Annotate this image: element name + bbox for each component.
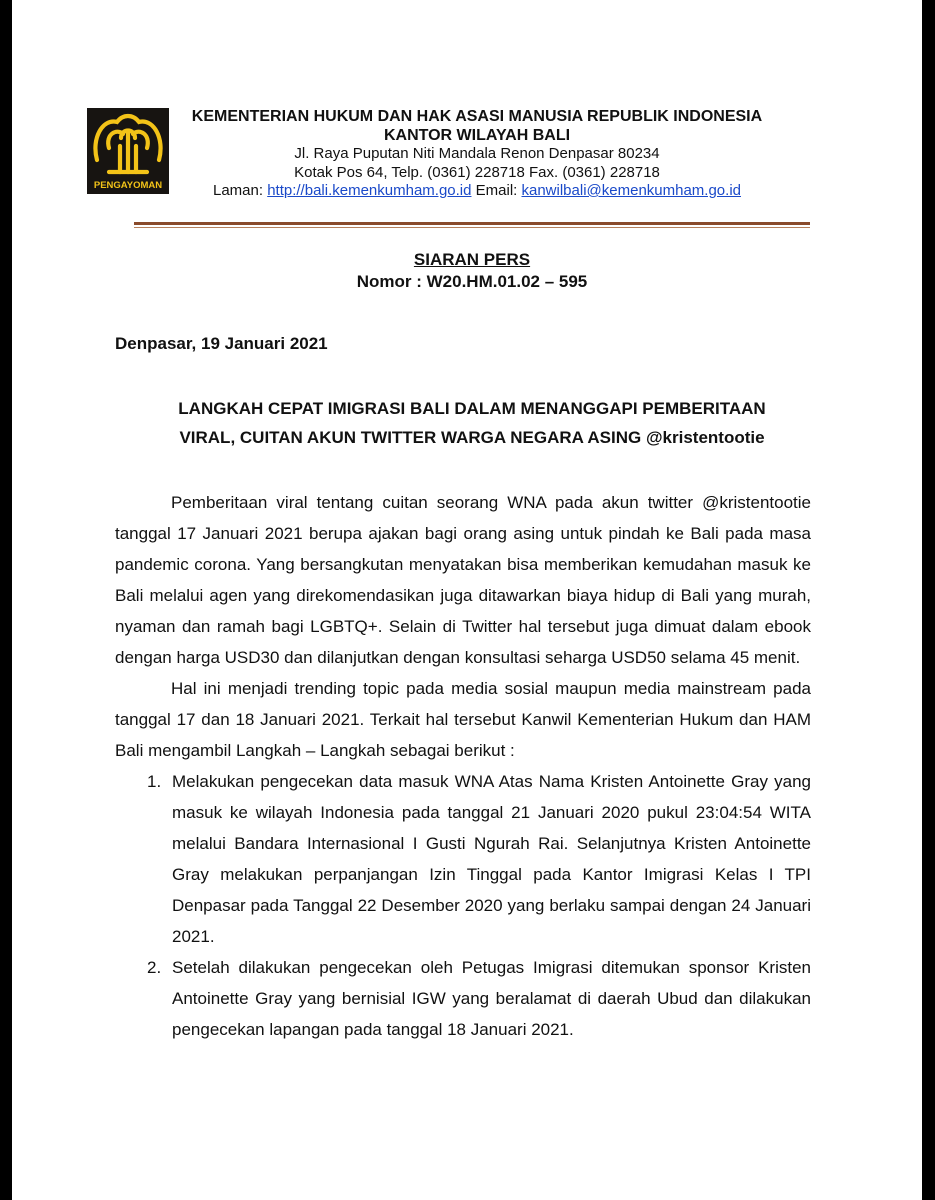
steps-list	[115, 766, 811, 1045]
list-item-text: Melakukan pengecekan data masuk WNA Atas Nama Kristen Antoinette Gray yang masuk ke wilayah Indonesia pada tanggal 21 Januari 2020 pukul 23:04:54 WITA melalui Bandara Internasional I Gusti Ngurah Rai. Selanjutnya Kristen Antoinette Gray melakukan perpanjangan Izin Tinggal pada Kantor Imigrasi Kelas I TPI Denpasar pada Tanggal 22 Desember 2020 yang berlaku sampai dengan 24 Januari 2021.	[172, 772, 811, 946]
letterhead	[162, 108, 792, 201]
pengayoman-tree-icon	[87, 108, 169, 194]
headline-line-2: VIRAL, CUITAN AKUN TWITTER WARGA NEGARA ASING @kristentootie	[179, 428, 765, 447]
list-item	[115, 766, 811, 952]
ministry-logo	[87, 108, 169, 194]
document-page	[12, 0, 922, 1200]
list-item-number: 2.	[147, 958, 162, 977]
list-item-number: 1.	[147, 772, 162, 791]
release-date: Denpasar, 19 Januari 2021	[115, 334, 328, 353]
ministry-name: KEMENTERIAN HUKUM DAN HAK ASASI MANUSIA REPUBLIK INDONESIA	[191, 108, 763, 125]
list-item	[115, 952, 811, 1045]
headline	[122, 394, 822, 452]
email-label: Email:	[471, 182, 522, 199]
logo-caption: PENGAYOMAN	[93, 180, 163, 191]
paragraph-trending: Hal ini menjadi trending topic pada media sosial maupun media mainstream pada tanggal 17 dan 18 Januari 2021. Terkait hal tersebut Kanwil Kementerian Hukum dan HAM Bali mengambil Langkah – Langkah sebagai berikut :	[115, 679, 811, 760]
press-release-title: SIARAN PERS	[413, 250, 531, 269]
office-address: Jl. Raya Puputan Niti Mandala Renon Denpasar 80234	[294, 145, 660, 162]
paragraph-intro: Pemberitaan viral tentang cuitan seorang WNA pada akun twitter @kristentootie tanggal 17 Januari 2021 berupa ajakan bagi orang asing untuk pindah ke Bali pada masa pandemic corona. Yang bersangkutan menyatakan bisa memberikan kemudahan masuk ke Bali melalui agen yang direkomendasikan juga ditawarkan biaya hidup di Bali yang murah, nyaman dan ramah bagi LGBTQ+. Selain di Twitter hal tersebut juga dimuat dalam ebook dengan harga USD30 dan dilanjutkan dengan konsultasi seharga USD50 selama 45 menit.	[115, 493, 811, 667]
letterhead-divider-thin	[134, 227, 810, 228]
website-link[interactable]: http://bali.kemenkumham.go.id	[267, 182, 472, 199]
body-text	[115, 487, 811, 1045]
letterhead-divider	[134, 222, 810, 225]
office-name: KANTOR WILAYAH BALI	[383, 126, 571, 144]
office-contact: Kotak Pos 64, Telp. (0361) 228718 Fax. (0361) 228718	[294, 163, 660, 181]
office-web-email	[162, 182, 792, 201]
headline-line-1: LANGKAH CEPAT IMIGRASI BALI DALAM MENANGGAPI PEMBERITAAN	[178, 399, 766, 418]
list-item-text: Setelah dilakukan pengecekan oleh Petugas Imigrasi ditemukan sponsor Kristen Antoinette Gray yang bernisial IGW yang beralamat di daerah Ubud dan dilakukan pengecekan lapangan pada tanggal 18 Januari 2021.	[172, 958, 811, 1039]
press-release-number: Nomor : W20.HM.01.02 – 595	[356, 272, 588, 291]
website-label: Laman:	[213, 182, 268, 199]
email-link[interactable]: kanwilbali@kemenkumham.go.id	[521, 182, 741, 199]
